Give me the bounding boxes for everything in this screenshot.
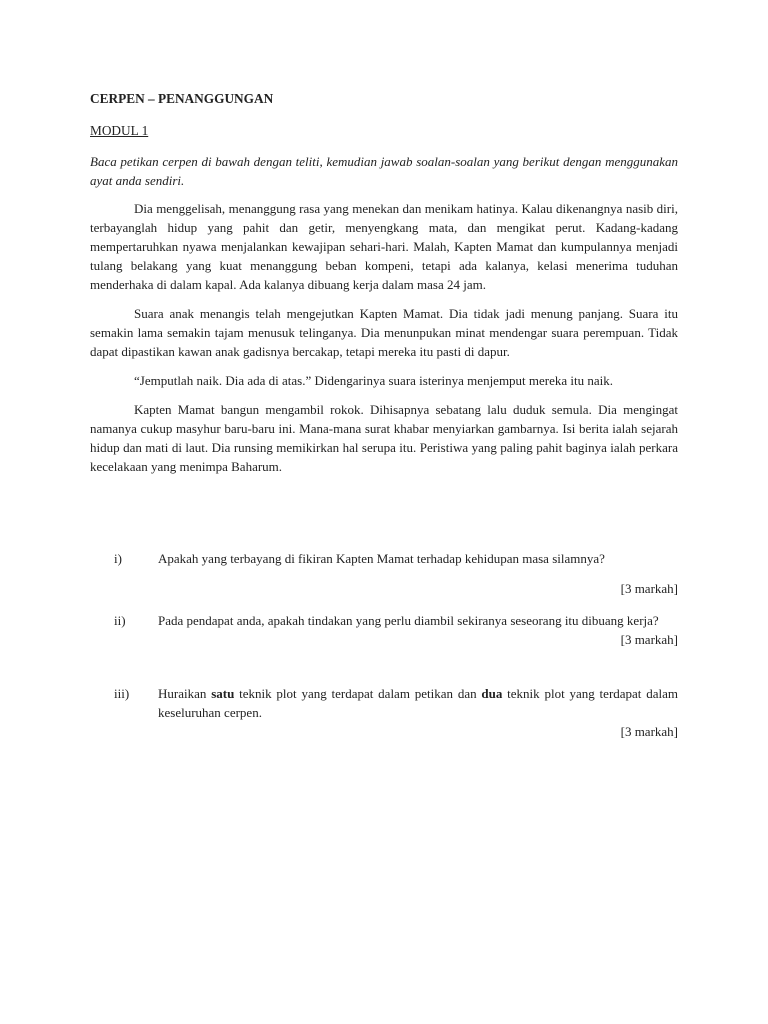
question-emphasis-dua: dua (481, 686, 503, 701)
question-marks: [3 markah] (620, 724, 678, 739)
passage-paragraph: Suara anak menangis telah mengejutkan Kapten Mamat. Dia tidak jadi menung panjang. Suara itu semakin lama semakin tajam menusuk telinganya. Dia menunpukan minat mendengar suara perempuan. Tidak dapat dipastikan kawan anak gadisnya bercakap, tetapi mereka itu pasti di dapur. (90, 306, 678, 359)
passage-paragraph: “Jemputlah naik. Dia ada di atas.” Didengarinya suara isterinya menjemput mereka itu naik. (134, 373, 614, 388)
question-text (158, 684, 678, 722)
question-marks: [3 markah] (620, 632, 678, 647)
question-item (90, 684, 678, 744)
question-item (90, 611, 678, 684)
question-text: Apakah yang terbayang di fikiran Kapten Mamat terhadap kehidupan masa silamnya? (158, 551, 605, 566)
question-number: i) (114, 551, 122, 566)
question-text: Pada pendapat anda, apakah tindakan yang perlu diambil sekiranya seseorang itu dibuang kerja? (158, 613, 659, 628)
question-text-part: Huraikan (158, 686, 212, 701)
passage-paragraph: Dia menggelisah, menanggung rasa yang menekan dan menikam hatinya. Kalau dikenangnya nasib diri, terbayanglah hidup yang pahit dan getir, menyengkang mata, dan mengikat perut. Kadang-kadang mempertaruhkan nyawa menjalankan kewajipan sehari-hari. Malah, Kapten Mamat dan kumpulannya menjadi tulang belakang yang kuat menanggung beban kompeni, tetapi ada kalanya, kelasi menerima tuduhan menderhaka di dalam kapal. Ada kalanya dibuang kerja dalam masa 24 jam. (90, 201, 678, 292)
document-title: CERPEN – PENANGGUNGAN (90, 91, 274, 106)
question-emphasis-satu: satu (211, 686, 235, 701)
question-number: ii) (114, 613, 126, 628)
module-heading: MODUL 1 (90, 123, 149, 138)
passage-paragraph: Kapten Mamat bangun mengambil rokok. Dihisapnya sebatang lalu duduk semula. Dia mengingat namanya cukup masyhur baru-baru ini. Mana-mana surat khabar menyiarkan gambarnya. Isi berita ialah sejarah hidup dan mati di laut. Dia runsing memikirkan hal serupa itu. Peristiwa yang paling pahit baginya ialah perkara kecelakaan yang menimpa Baharum. (90, 402, 678, 474)
question-marks: [3 markah] (620, 581, 678, 596)
question-list (90, 549, 678, 744)
question-number: iii) (114, 686, 130, 701)
question-text-part: teknik plot yang terdapat dalam petikan dan (234, 686, 482, 701)
story-passage (90, 199, 678, 486)
question-item (90, 549, 678, 611)
reading-instruction: Baca petikan cerpen di bawah dengan teliti, kemudian jawab soalan-soalan yang berikut dengan menggunakan ayat anda sendiri. (90, 154, 678, 188)
question-text-part: teknik plot yang terdapat dalam keseluruhan cerpen. (158, 686, 678, 720)
